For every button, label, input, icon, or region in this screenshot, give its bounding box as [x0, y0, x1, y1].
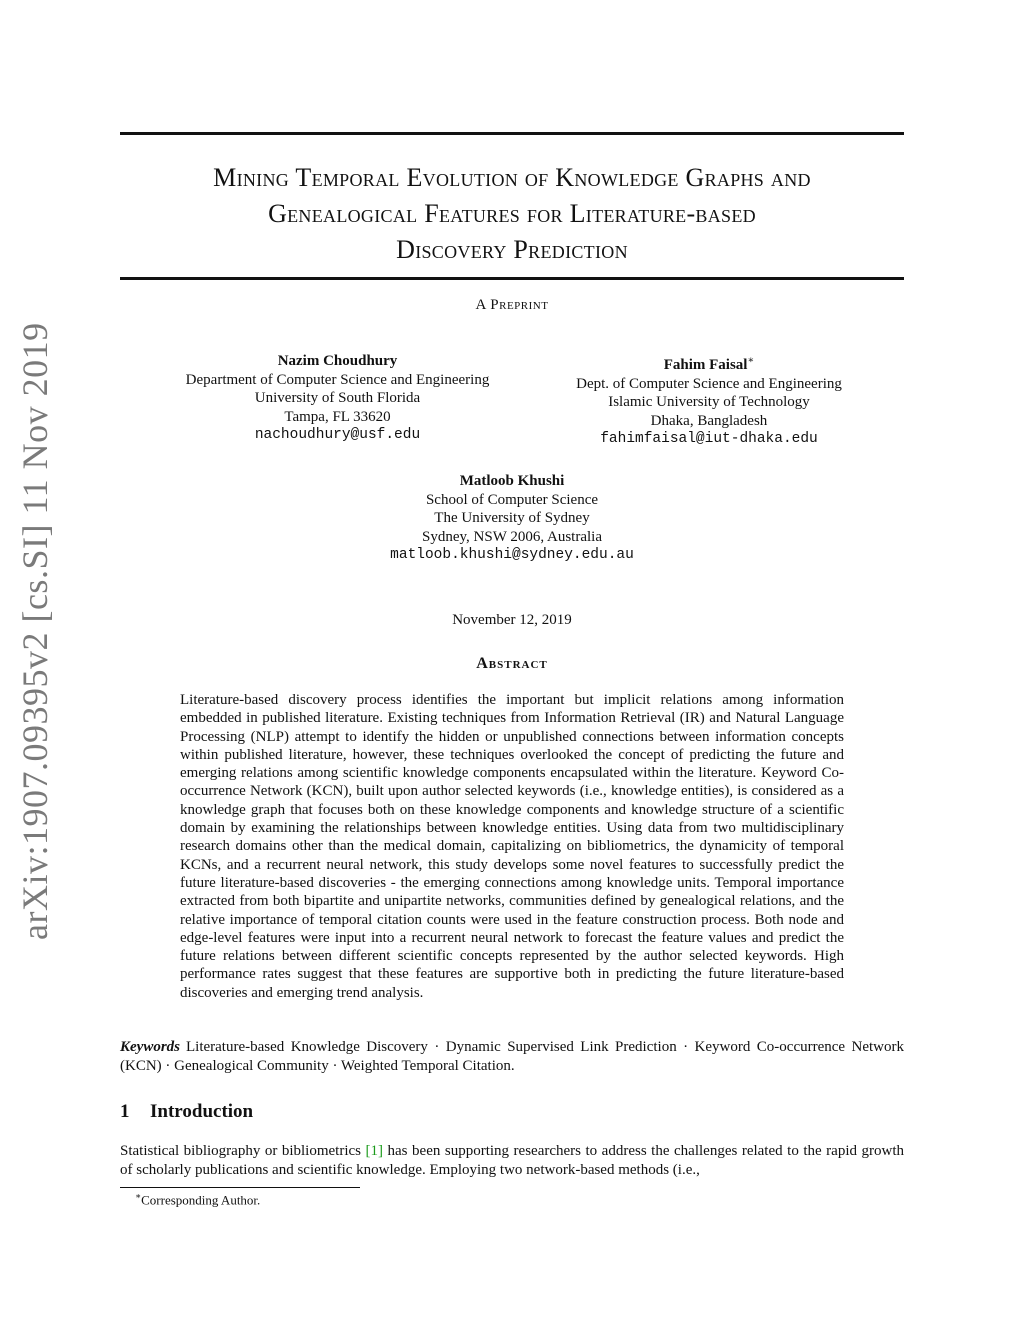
paper-title: [120, 160, 904, 268]
intro-text: Statistical bibliography or bibliometrics: [120, 1143, 366, 1159]
abstract-body: Literature-based discovery process identifies the important but implicit relations among information embedded in published literature. Existing techniques from Information Retrieval (IR) and Natural Language Processing (NLP) attempt to identify the hidden or unpublished connections between information concepts within published literature, however, these techniques overlooked the concept of predicting the future and emerging relations among scientific knowledge components encapsulated within the literature. Keyword Co-occurrence Network (KCN), built upon author selected keywords (i.e., knowledge entities), is considered as a knowledge graph that focuses both on these knowledge components and knowledge structure of a scientific domain by examining the relationships between knowledge entities. Using data from two multidisciplinary research domains other than the medical domain, capitalizing on bibliometrics, the dynamicity of temporal KCNs, and a recurrent neural network, this study develops some novel features to successfully predict the future literature-based discoveries - the emerging connections among knowledge units. Temporal importance extracted from both bipartite and unipartite networks, communities defined by genealogical relations, and the relative importance of temporal citation counts were used in the feature construction process. Both node and edge-level features were input into a recurrent neural network to forecast the feature values and predict the future relations between different scientific concepts represented by the author selected keywords. High performance rates suggest that these features are supportive both in predicting the future literature-based discoveries and emerging trend analysis.: [180, 692, 844, 1001]
keywords-text: Literature-based Knowledge Discovery · Dynamic Supervised Link Prediction · Keyword Co-occurrence Network (KCN) · Genealogical Community · Weighted Temporal Citation.: [120, 1039, 904, 1074]
author-block-1: [150, 352, 525, 445]
title-line-2: Genealogical Features for Literature-based: [268, 199, 756, 228]
author-affiliation: Tampa, FL 33620: [284, 408, 391, 425]
footnote-text: Corresponding Author.: [141, 1192, 261, 1208]
title-rule-bottom: [120, 277, 904, 280]
author-name: Nazim Choudhury: [277, 353, 398, 369]
author-affiliation: The University of Sydney: [434, 510, 590, 526]
author-name: Fahim Faisal∗: [663, 355, 755, 373]
author-affiliation: School of Computer Science: [425, 491, 599, 508]
author-affiliation: Dhaka, Bangladesh: [650, 412, 768, 429]
author-affiliation: University of South Florida: [254, 390, 421, 406]
author-name: Matloob Khushi: [459, 473, 565, 489]
author-email: nachoudhury@usf.edu: [254, 427, 421, 443]
footnote-marker: ∗: [135, 1191, 142, 1201]
author-email: matloob.khushi@sydney.edu.au: [390, 547, 634, 563]
section-title: Introduction: [150, 1101, 254, 1122]
citation-link[interactable]: [1]: [365, 1143, 384, 1159]
author-email: fahimfaisal@iut-dhaka.edu: [600, 431, 818, 447]
keywords-label: Keywords: [120, 1039, 180, 1055]
title-rule-top: [120, 132, 904, 135]
keywords-block: [120, 1038, 904, 1075]
author-affiliation: Islamic University of Technology: [608, 394, 810, 410]
author-affiliation: Sydney, NSW 2006, Australia: [422, 528, 602, 545]
author-block-3: [312, 472, 712, 565]
footnote: [135, 1191, 260, 1208]
intro-text: has been supporting researchers to address the challenges related to the rapid growth of scholarly publications and scientific knowledge. Employing two network-based methods (i.e.,: [120, 1143, 904, 1178]
corresponding-marker: ∗: [747, 355, 755, 366]
title-line-1: Mining Temporal Evolution of Knowledge Graphs and: [213, 163, 811, 192]
paper-date: November 12, 2019: [452, 612, 572, 628]
author-block-2: [528, 352, 890, 449]
author-affiliation: Department of Computer Science and Engineering: [185, 371, 490, 388]
intro-paragraph: [120, 1142, 904, 1179]
footnote-rule: [120, 1187, 360, 1188]
title-line-3: Discovery Prediction: [396, 235, 628, 264]
section-heading: [120, 1101, 253, 1123]
arxiv-stamp: arXiv:1907.09395v2 [cs.SI] 11 Nov 2019: [15, 322, 55, 940]
abstract-heading: Abstract: [476, 655, 548, 672]
preprint-label: A Preprint: [475, 297, 549, 313]
author-affiliation: Dept. of Computer Science and Engineering: [576, 375, 842, 392]
section-number: 1: [120, 1101, 130, 1122]
